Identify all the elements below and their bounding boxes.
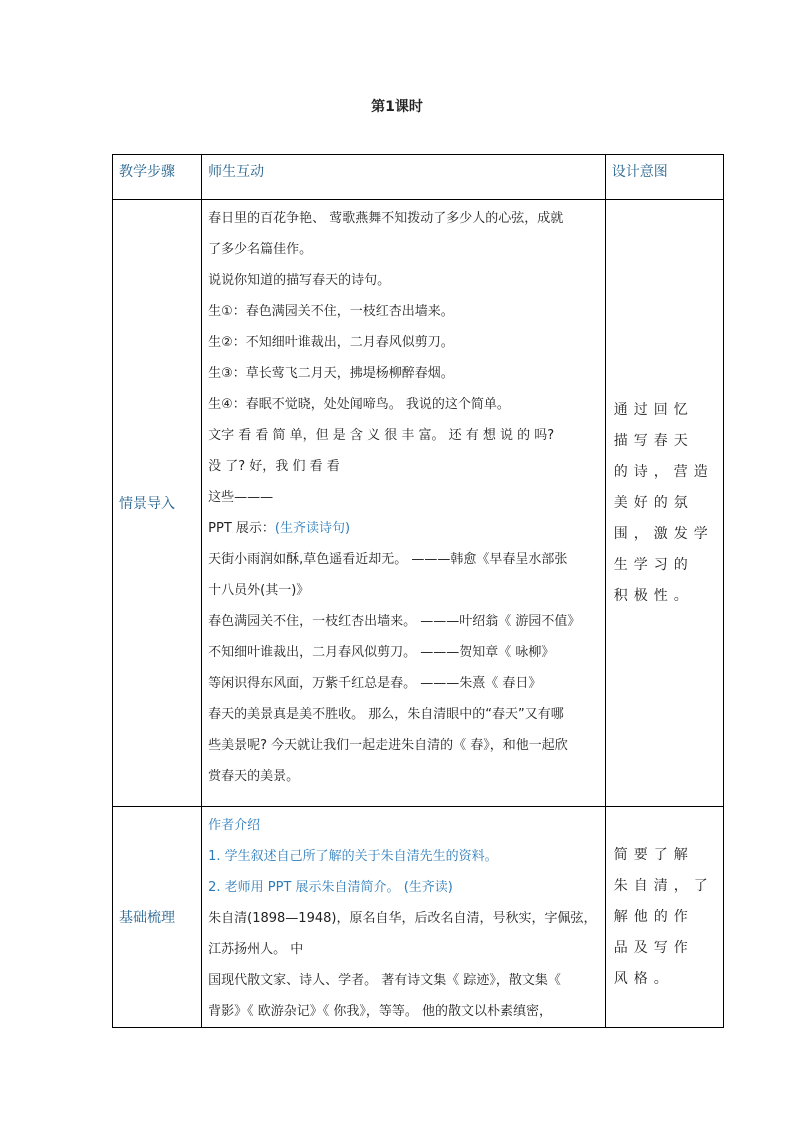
header-interaction-cell bbox=[202, 155, 606, 200]
table-header-row bbox=[113, 155, 724, 200]
intent-cell bbox=[605, 807, 723, 1028]
intent-line: 朱自清，了 bbox=[613, 877, 714, 894]
list-item: 1. 学生叙述自己所了解的关于朱自清先生的资料。 bbox=[208, 849, 498, 864]
text-line: 说说你知道的描写春天的诗句。 bbox=[208, 273, 391, 288]
text-line: 这些——— bbox=[208, 490, 274, 505]
intent-line: 的诗，营造 bbox=[613, 463, 714, 480]
text-line: 没 了? 好，我 们 看 看 bbox=[208, 459, 340, 474]
intent-line: 描写春天 bbox=[613, 432, 694, 449]
list-item: 2. 老师用 PPT 展示朱自清简介。 (生齐读) bbox=[208, 880, 453, 895]
text-line: 不知细叶谁裁出，二月春风似剪刀。 ———贺知章《 咏柳》 bbox=[208, 645, 555, 660]
header-step: 教学步骤 bbox=[119, 164, 175, 180]
text-line: 天街小雨润如酥,草色遥看近却无。 ———韩愈《早春呈水部张 bbox=[208, 552, 568, 567]
text-line: 十八员外(其一)》 bbox=[208, 583, 310, 598]
intent-line: 积极性。 bbox=[613, 587, 694, 604]
intent-line: 解他的作 bbox=[613, 908, 694, 925]
text-line: 生②：不知细叶谁裁出，二月春风似剪刀。 bbox=[208, 335, 454, 350]
ppt-note: (生齐读诗句) bbox=[274, 521, 351, 536]
text-line: 赏春天的美景。 bbox=[208, 769, 300, 784]
interaction-text bbox=[202, 807, 605, 1027]
text-line: 江苏扬州人。 中 bbox=[208, 942, 304, 957]
header-interaction: 师生互动 bbox=[208, 164, 265, 180]
intent-line: 简要了解 bbox=[613, 846, 694, 863]
step-label: 基础梳理 bbox=[119, 910, 175, 926]
text-line: 背影》《 欧游杂记》《 你我》，等等。 他的散文以朴素缜密， bbox=[208, 1004, 553, 1019]
intent-line: 生学习的 bbox=[613, 556, 694, 573]
intent-line: 品及写作 bbox=[613, 939, 694, 956]
interaction-cell bbox=[202, 807, 606, 1028]
intent-line: 美好的氛 bbox=[613, 494, 694, 511]
header-intent: 设计意图 bbox=[611, 164, 668, 180]
intent-line: 风格。 bbox=[613, 970, 674, 987]
ppt-label: PPT 展示： bbox=[208, 521, 275, 536]
section-heading: 作者介绍 bbox=[208, 818, 261, 833]
table-row-scene-intro bbox=[113, 200, 724, 807]
step-label: 情景导入 bbox=[119, 496, 175, 512]
text-line: 生④：春眠不觉晓，处处闻啼鸟。 我说的这个简单。 bbox=[208, 397, 510, 412]
interaction-text bbox=[202, 200, 605, 792]
intent-line: 围，激发学 bbox=[613, 525, 714, 542]
table-row-basics bbox=[113, 807, 724, 1028]
text-line: 春色满园关不住，一枝红杏出墙来。 ———叶绍翁《 游园不值》 bbox=[208, 614, 581, 629]
intent-text bbox=[606, 840, 723, 995]
step-cell bbox=[113, 200, 202, 807]
text-line: 春天的美景真是美不胜收。 那么，朱自清眼中的“春天”又有哪 bbox=[208, 707, 564, 722]
text-line: 生③：草长莺飞二月天，拂堤杨柳醉春烟。 bbox=[208, 366, 454, 381]
text-line bbox=[208, 513, 599, 544]
text-line: 国现代散文家、诗人、学者。 著有诗文集《 踪迹》，散文集《 bbox=[208, 973, 561, 988]
text-line: 文字 看 看 简 单，但 是 含 义 很 丰 富。 还 有 想 说 的 吗? bbox=[208, 428, 555, 443]
lesson-plan-table bbox=[112, 154, 724, 1028]
intent-line: 通过回忆 bbox=[613, 401, 694, 418]
step-cell bbox=[113, 807, 202, 1028]
text-line: 朱自清(1898—1948)，原名自华，后改名自清，号秋实，字佩弦， bbox=[208, 911, 597, 926]
text-line: 等闲识得东风面，万紫千红总是春。 ———朱熹《 春日》 bbox=[208, 676, 542, 691]
text-line: 了多少名篇佳作。 bbox=[208, 242, 313, 257]
page-title: 第1课时 bbox=[371, 99, 423, 115]
interaction-cell bbox=[202, 200, 606, 807]
text-line: 些美景呢? 今天就让我们一起走进朱自清的《 春》，和他一起欣 bbox=[208, 738, 568, 753]
header-step-cell bbox=[113, 155, 202, 200]
text-line: 春日里的百花争艳、 莺歌燕舞不知拨动了多少人的心弦，成就 bbox=[208, 211, 564, 226]
intent-text bbox=[606, 395, 723, 612]
header-intent-cell bbox=[605, 155, 723, 200]
intent-cell bbox=[605, 200, 723, 807]
text-line: 生①：春色满园关不住，一枝红杏出墙来。 bbox=[208, 304, 454, 319]
